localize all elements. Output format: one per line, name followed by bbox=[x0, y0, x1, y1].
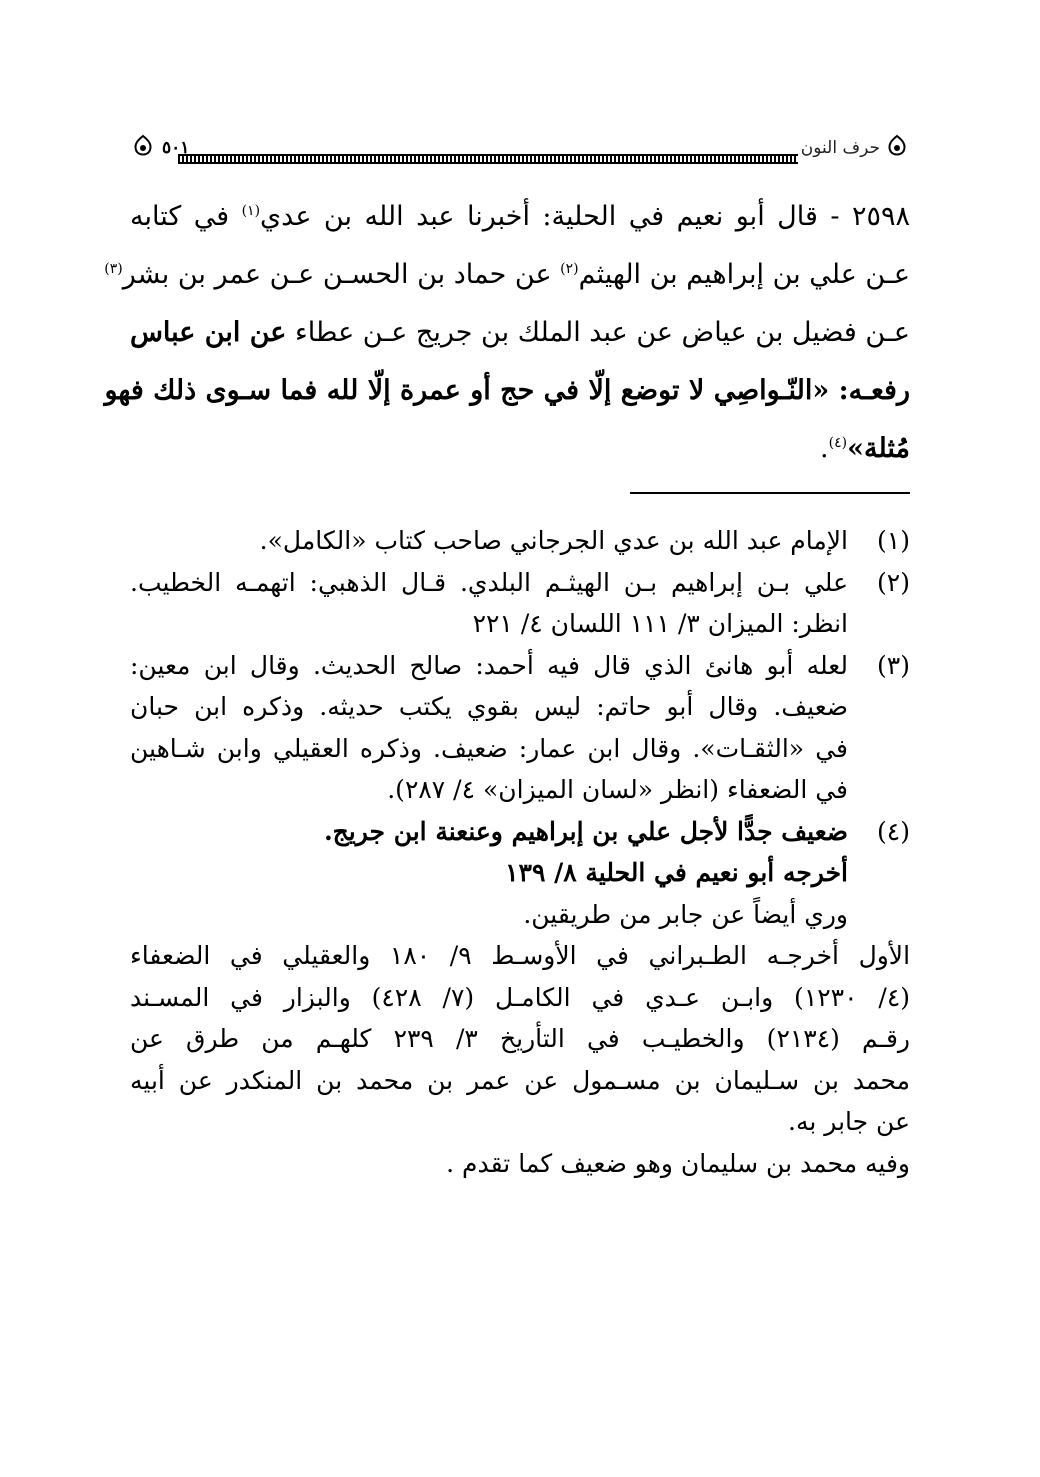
footnote-ref[interactable]: (٤) bbox=[828, 435, 848, 451]
hadith-text bbox=[104, 188, 910, 478]
page-number: ٥٠١ bbox=[162, 138, 190, 158]
footnote-2: (٢) علي بـن إبراهيم بـن الهيثـم البلدي. قـال الذهبي: اتهمـه الخطيب. انظر: الميزان ٣/ ١١١ اللسان ٤/ ٢٢١ bbox=[130, 567, 910, 638]
chapter-title: حرف النون bbox=[800, 138, 880, 158]
hadith-matn: رفعـه: «النّـواصِي لا توضع إلّا في حج أو عمرة إلّا لله فما سـوى ذلك فهو bbox=[104, 375, 910, 406]
header-rule bbox=[178, 154, 798, 164]
text-line: ٢٥٩٨ - قال أبو نعيم في الحلية: أخبرنا عبد الله بن عدي$^{(١)}$ في كتابه bbox=[130, 201, 910, 232]
footnote-separator bbox=[630, 492, 910, 494]
footnote-ref[interactable]: (٢) bbox=[560, 261, 579, 277]
text-line: عـن فضيل بن عياض عن عبد الملك بن جريج عـن عطاء عن ابن عباس bbox=[129, 317, 910, 348]
footnote-3: (٣) لعله أبو هانئ الذي قال فيه أحمد: صالح الحديث. وقال ابن معين: ضعيف. وقال أبو حاتم: ليس بقوي يكتب حديثه. وذكره ابن حبان في «الثقـات». وقال ابن عمار: ضعيف. وذكره العقيلي وابن شـاهين في الضعفاء (انظر «لسان الميزان» ٤/ ٢٨٧). bbox=[130, 650, 910, 804]
ornament-icon bbox=[884, 134, 910, 160]
text-line: مُثلة»$^{(٤)}$. bbox=[820, 433, 910, 464]
footnote-4: (٤) ضعيف جدًّا لأجل علي بن إبراهيم وعنعنة ابن جريج. أخرجه أبو نعيم في الحلية ٨/ ١٣٩ وري أيضاً عن جابر من طريقين. bbox=[323, 816, 910, 929]
footnote-ref[interactable]: (١) bbox=[241, 203, 261, 219]
footnote-1: (١) الإمام عبد الله بن عدي الجرجاني صاحب كتاب «الكامل». bbox=[259, 526, 910, 555]
footnote-ref[interactable]: (٣) bbox=[104, 261, 123, 277]
running-header bbox=[130, 132, 910, 172]
footnotes bbox=[130, 520, 910, 1184]
text-line: عـن علي بن إبراهيم بن الهيثم$^{(٢)}$ عن حماد بن الحسـن عـن عمر بن بشر$^{(٣)}$ bbox=[104, 259, 910, 290]
footnote-4-continuation: الأول أخرجـه الطـبراني في الأوسـط ٩/ ١٨٠ والعقيلي في الضعفاء (٤/ ١٢٣٠) وابـن عـدي في الكامـل (٧/ ٤٢٨) والبزار في المسـند رقـم (٢١٣٤) والخطيـب في التأريخ ٣/ ٢٣٩ كلهـم من طرق عن محمد بن سـليمان بن مسـمول عن عمر بن محمد بن المنكدر عن أبيه عن جابر به. وفيه محمد بن سليمان وهو ضعيف كما تقدم . bbox=[130, 941, 911, 1178]
ornament-icon bbox=[130, 134, 156, 160]
